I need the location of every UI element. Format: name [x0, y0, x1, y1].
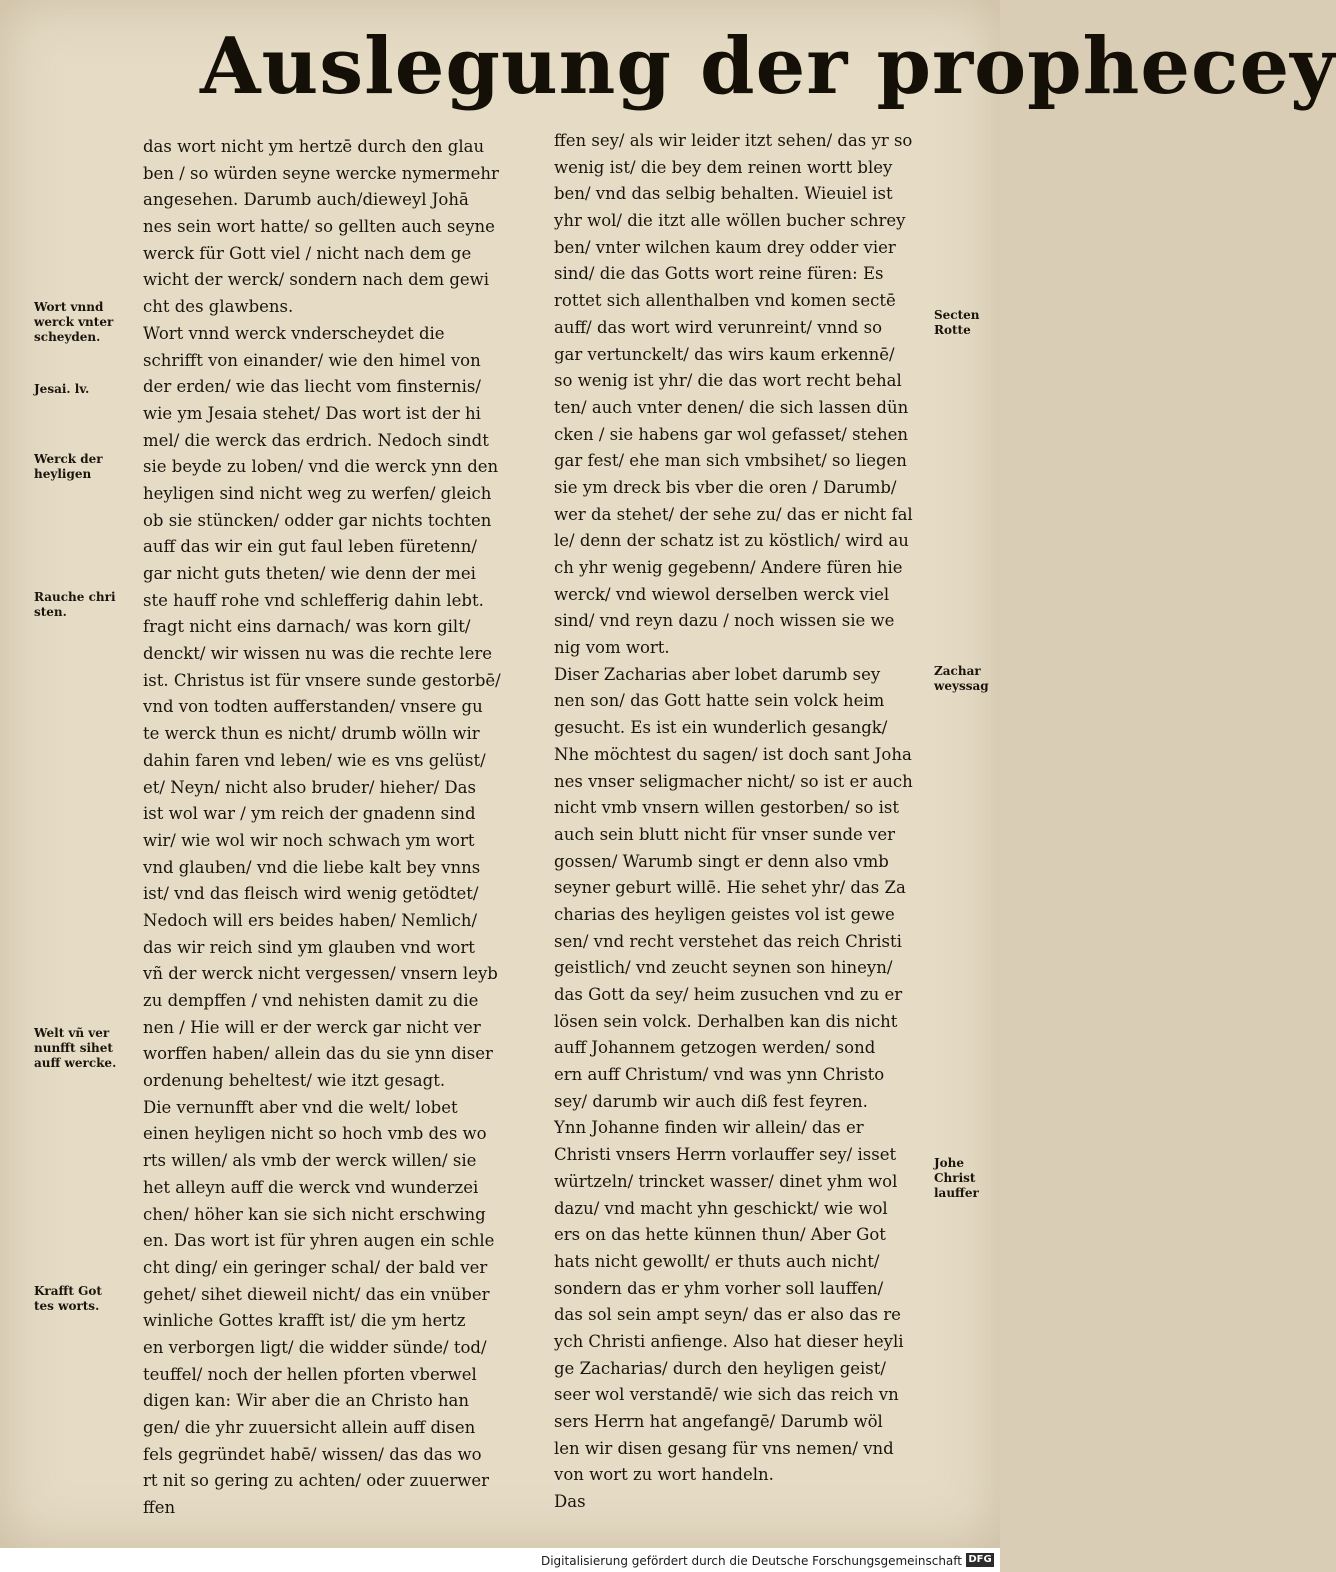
dfg-logo: DFG	[966, 1553, 994, 1567]
text-line: heyligen sind nicht weg zu werfen/ gleich	[143, 483, 492, 503]
text-line: das Gott da sey/ heim zusuchen vnd zu er	[554, 985, 903, 1004]
text-line: ch yhr wenig gegebenn/ Andere füren hie	[554, 558, 903, 577]
text-line: seyner geburt willē. Hie sehet yhr/ das Za	[554, 878, 906, 898]
text-line: hats nicht gewollt/ er thuts auch nicht/	[554, 1251, 880, 1271]
text-line: ben/ vnter wilchen kaum drey odder vier	[554, 237, 896, 257]
text-line: auff das wir ein gut faul leben füretenn/	[143, 537, 477, 557]
margin-note-welt	[34, 1026, 138, 1071]
margin-note-line: Krafft Got	[34, 1284, 102, 1298]
text-line: wie ym Jesaia stehet/ Das wort ist der hi	[143, 403, 481, 423]
margin-note-secten	[934, 308, 1000, 338]
text-line: das sol sein ampt seyn/ das er also das re	[554, 1305, 901, 1325]
text-line: sind/ vnd reyn dazu / noch wissen sie we	[554, 611, 895, 631]
text-line: Die vernunfft aber vnd die welt/ lobet	[143, 1097, 458, 1117]
text-line: auff Johannem getzogen werden/ sond	[554, 1038, 876, 1058]
text-line: sie ym dreck bis vber die oren / Darumb/	[554, 477, 897, 497]
text-line: ers on das hette künnen thun/ Aber Got	[554, 1225, 886, 1245]
text-line: chen/ höher kan sie sich nicht erschwing	[143, 1204, 486, 1224]
margin-note-line: Christ	[934, 1171, 976, 1185]
text-line: en verborgen ligt/ die widder sünde/ tod/	[143, 1337, 487, 1357]
text-line: wer da stehet/ der sehe zu/ das er nicht fal	[554, 504, 913, 524]
text-line: ffen sey/ als wir leider itzt sehen/ das yr so	[554, 131, 913, 150]
text-line: rt nit so gering zu achten/ oder zuuerwer	[143, 1471, 489, 1491]
text-line: so wenig ist yhr/ die das wort recht behal	[554, 371, 902, 391]
text-line: sen/ vnd recht verstehet das reich Christi	[554, 931, 902, 951]
margin-note-line: Werck der	[34, 452, 103, 466]
text-line: werck für Gott viel / nicht nach dem ge	[143, 243, 472, 263]
text-line: ordenung beheltest/ wie itzt gesagt.	[143, 1071, 446, 1091]
text-line: ben/ vnd das selbig behalten. Wieuiel ist	[554, 184, 893, 204]
text-line: das wort nicht ym hertzē durch den glau	[143, 137, 485, 156]
text-line: le/ denn der schatz ist zu köstlich/ wird au	[554, 531, 909, 551]
text-line: et/ Neyn/ nicht also bruder/ hieher/ Das	[143, 777, 476, 797]
margin-note-line: scheyden.	[34, 330, 101, 344]
text-line: len wir disen gesang für vns nemen/ vnd	[554, 1438, 894, 1458]
text-line: gossen/ Warumb singt er denn also vmb	[554, 851, 889, 871]
text-line: ist/ vnd das fleisch wird wenig getödtet/	[143, 884, 479, 904]
text-line: fragt nicht eins darnach/ was korn gilt/	[143, 617, 471, 637]
text-line: cken / sie habens gar wol gefasset/ stehen	[554, 424, 908, 444]
text-line: mel/ die werck das erdrich. Nedoch sindt	[143, 430, 489, 450]
margin-note-line: lauffer	[934, 1186, 979, 1200]
text-line: Das	[554, 1492, 586, 1512]
left-text-column	[143, 134, 538, 1522]
margin-note-line: Zachar	[934, 664, 981, 678]
margin-note-line: Johe	[934, 1156, 965, 1170]
text-line: das wir reich sind ym glauben vnd wort	[143, 937, 475, 957]
text-line: ffen	[143, 1498, 176, 1518]
margin-note-line: auff wercke.	[34, 1056, 117, 1070]
text-line: sondern das er yhm vorher soll lauffen/	[554, 1278, 884, 1298]
text-line: angesehen. Darumb auch/dieweyl Johā	[143, 190, 469, 210]
text-line: seer wol verstandē/ wie sich das reich vn	[554, 1385, 899, 1405]
text-line: rottet sich allenthalben vnd komen sectē	[554, 291, 896, 311]
margin-note-line: Welt vñ ver	[34, 1026, 110, 1040]
text-line: nicht vmb vnsern willen gestorben/ so ist	[554, 798, 899, 818]
text-line: te werck thun es nicht/ drumb wölln wir	[143, 724, 480, 744]
margin-note-line: sten.	[34, 605, 67, 619]
text-line: ob sie stüncken/ odder gar nichts tochten	[143, 510, 492, 530]
text-line: Christi vnsers Herrn vorlauffer sey/ isset	[554, 1145, 897, 1165]
margin-note-line: heyligen	[34, 467, 92, 481]
text-line: sie beyde zu loben/ vnd die werck ynn den	[143, 457, 499, 477]
text-line: digen kan: Wir aber die an Christo han	[143, 1391, 470, 1411]
footer-credit: Digitalisierung gefördert durch die Deutsche Forschungsgemeinschaft	[540, 1554, 962, 1568]
text-line: zu dempffen / vnd nehisten damit zu die	[143, 991, 479, 1010]
margin-note-line: Secten	[934, 308, 980, 322]
text-line: lösen sein volck. Derhalben kan dis nicht	[554, 1011, 898, 1031]
text-line: der erden/ wie das liecht vom finsternis/	[143, 377, 481, 397]
text-line: auff/ das wort wird verunreint/ vnnd so	[554, 317, 883, 337]
text-line: het alleyn auff die werck vnd wunderzei	[143, 1177, 479, 1197]
text-line: ben / so würden seyne wercke nymermehr	[143, 163, 499, 183]
text-line: sers Herrn hat angefangē/ Darumb wöl	[554, 1412, 883, 1431]
text-line: Ynn Johanne finden wir allein/ das er	[554, 1118, 864, 1138]
text-line: yhr wol/ die itzt alle wöllen bucher schrey	[554, 211, 906, 231]
margin-note-line: tes worts.	[34, 1299, 100, 1313]
text-line: cht des glawbens.	[143, 297, 294, 317]
text-line: gar vertunckelt/ das wirs kaum erkennē/	[554, 344, 895, 364]
text-line: dahin faren vnd leben/ wie es vns gelüst/	[143, 750, 486, 770]
text-line: charias des heyligen geistes vol ist gewe	[554, 904, 895, 924]
text-line: Wort vnnd werck vnderscheydet die	[143, 323, 445, 343]
margin-note-zachar	[934, 664, 1000, 694]
margin-note-line: Rauche chri	[34, 590, 116, 604]
text-line: Nedoch will ers beides haben/ Nemlich/	[143, 910, 478, 930]
margin-note-johe	[934, 1156, 1000, 1201]
text-line: ych Christi anfienge. Also hat dieser heyli	[554, 1331, 904, 1351]
text-line: vnd von todten aufferstanden/ vnsere gu	[143, 697, 483, 717]
text-line: gehet/ sihet dieweil nicht/ das ein vnüber	[143, 1284, 490, 1304]
text-line: en. Das wort ist für yhren augen ein schle	[143, 1231, 495, 1251]
margin-note-line: weyssag	[934, 679, 989, 693]
text-line: Diser Zacharias aber lobet darumb sey	[554, 664, 881, 684]
text-line: wicht der werck/ sondern nach dem gewi	[143, 270, 490, 290]
text-line: nes vnser seligmacher nicht/ so ist er auch	[554, 771, 913, 791]
text-line: worffen haben/ allein das du sie ynn diser	[143, 1044, 493, 1064]
margin-note-jesai	[34, 382, 138, 397]
text-line: wir/ wie wol wir noch schwach ym wort	[143, 830, 475, 850]
text-line: nen son/ das Gott hatte sein volck heim	[554, 691, 885, 711]
text-line: cht ding/ ein geringer schal/ der bald ver	[143, 1257, 488, 1277]
text-line: nig vom wort.	[554, 638, 670, 658]
text-line: teuffel/ noch der hellen pforten vberwel	[143, 1364, 477, 1384]
text-line: einen heyligen nicht so hoch vmb des wo	[143, 1124, 487, 1144]
margin-note-line: Jesai. lv.	[34, 382, 90, 396]
text-line: ge Zacharias/ durch den heyligen geist/	[554, 1358, 886, 1378]
text-line: dazu/ vnd macht yhn geschickt/ wie wol	[554, 1198, 888, 1218]
margin-note-line: Wort vnnd	[34, 300, 104, 314]
text-line: vnd glauben/ vnd die liebe kalt bey vnns	[143, 857, 481, 877]
margin-note-line: nunfft sihet	[34, 1041, 113, 1055]
text-line: von wort zu wort handeln.	[554, 1465, 774, 1485]
text-line: ste hauff rohe vnd schlefferig dahin lebt.	[143, 590, 484, 610]
text-line: ern auff Christum/ vnd was ynn Christo	[554, 1065, 885, 1085]
margin-note-line: Rotte	[934, 323, 971, 337]
margin-note-wort-werck	[34, 300, 138, 345]
text-line: werck/ vnd wiewol derselben werck viel	[554, 584, 890, 604]
margin-note-line: werck vnter	[34, 315, 114, 329]
text-line: denckt/ wir wissen nu was die rechte lere	[143, 644, 493, 664]
text-line: gar nicht guts theten/ wie denn der mei	[143, 564, 476, 583]
text-line: ist. Christus ist für vnsere sunde gestorbē/	[143, 670, 501, 690]
text-line: vñ der werck nicht vergessen/ vnsern leyb	[143, 964, 498, 984]
page-title: Auslegung der prophecey	[200, 21, 1336, 112]
right-text-column	[554, 128, 944, 1516]
text-line: ist wol war / ym reich der gnadenn sind	[143, 804, 476, 824]
text-line: gar fest/ ehe man sich vmbsihet/ so liegen	[554, 451, 907, 471]
text-line: fels gegründet habē/ wissen/ das das wo	[143, 1444, 482, 1464]
margin-note-rauche	[34, 590, 138, 620]
text-line: rts willen/ als vmb der werck willen/ sie	[143, 1151, 477, 1171]
text-line: gen/ die yhr zuuersicht allein auff disen	[143, 1418, 476, 1437]
margin-note-werck-heyligen	[34, 452, 138, 482]
text-line: nes sein wort hatte/ so gellten auch seyne	[143, 217, 495, 237]
text-line: wenig ist/ die bey dem reinen wortt bley	[554, 157, 893, 177]
text-line: nen / Hie will er der werck gar nicht ver	[143, 1017, 481, 1037]
text-line: auch sein blutt nicht für vnser sunde ver	[554, 824, 896, 844]
text-line: ten/ auch vnter denen/ die sich lassen dün	[554, 397, 909, 417]
text-line: gesucht. Es ist ein wunderlich gesangk/	[554, 718, 888, 738]
text-line: schrifft von einander/ wie den himel von	[143, 350, 481, 370]
text-line: sind/ die das Gotts wort reine füren: Es	[554, 264, 884, 284]
margin-note-krafft	[34, 1284, 138, 1314]
text-line: winliche Gottes krafft ist/ die ym hertz	[143, 1311, 466, 1331]
text-line: geistlich/ vnd zeucht seynen son hineyn/	[554, 958, 893, 978]
text-line: Nhe möchtest du sagen/ ist doch sant Joha	[554, 744, 912, 764]
text-line: sey/ darumb wir auch diß fest feyren.	[554, 1091, 868, 1111]
text-line: würtzeln/ trincket wasser/ dinet yhm wol	[554, 1171, 898, 1191]
